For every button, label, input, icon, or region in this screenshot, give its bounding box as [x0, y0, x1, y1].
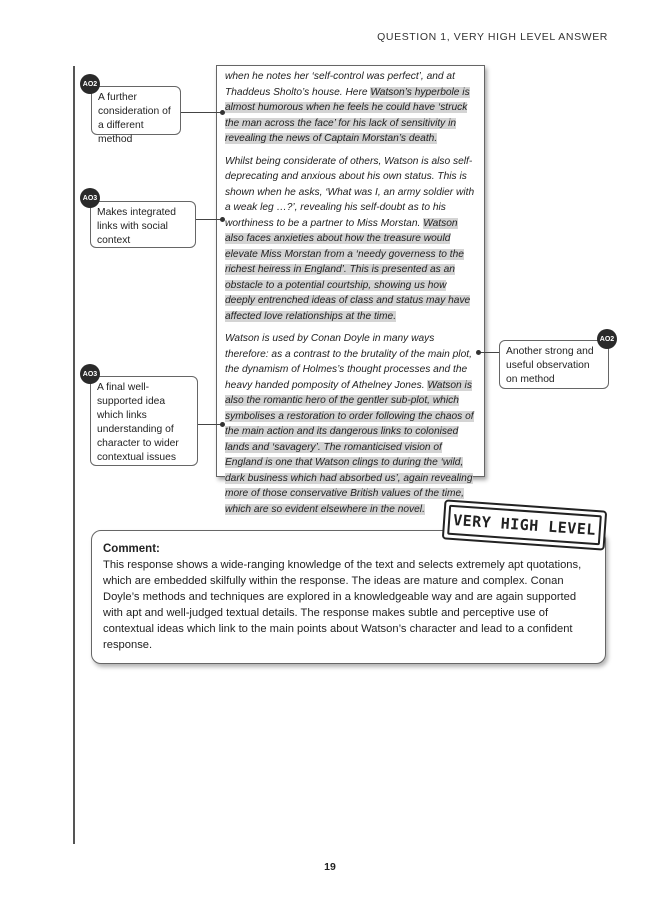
connector-dot: [220, 217, 225, 222]
annotation-connector: [478, 352, 499, 353]
assessment-objective-badge: AO3: [80, 188, 100, 208]
assessment-objective-badge: AO3: [80, 364, 100, 384]
connector-dot: [476, 350, 481, 355]
examiner-comment-box: [91, 530, 606, 664]
annotation-note: [499, 340, 609, 389]
answer-text: Watson is used by Conan Doyle in many ways therefore: as a contrast to the brutality of the main plot, the dynamism of Holmes’s thought processes and the heavy handed pomposity of Athelney Jones.: [225, 333, 472, 391]
answer-extract: [216, 65, 485, 515]
annotation-note: [91, 86, 181, 145]
assessment-objective-badge: AO2: [80, 74, 100, 94]
annotation-note: [90, 376, 198, 466]
highlighted-text: Watson is also the romantic hero of the gentler sub-plot, which symbolises a restoration to order following the chaos of the main action and its dangerous links to colonised lands and ‘savagery’. The romanticised vision of England is one that Watson clings to during the ‘wild, dark business which had absorbed us’, again revealing more of those conservative British values of the time, which are so evident elsewhere in the novel.: [225, 379, 474, 515]
answer-paragraph: [225, 69, 476, 147]
annotation-note: [90, 201, 196, 248]
annotation-connector: [181, 112, 223, 113]
answer-text: when he notes her ‘self-control was perfect’, and at Thaddeus Sholto’s house. Here: [225, 71, 455, 98]
level-stamp-text: VERY HIGH LEVEL: [447, 505, 602, 546]
annotation-text: A final well-supported idea which links understanding of character to wider contextual issues: [97, 382, 179, 463]
annotation-connector: [196, 219, 223, 220]
page-number: 19: [324, 861, 336, 873]
answer-paragraph: [225, 154, 476, 325]
highlighted-text: Watson’s hyperbole is almost humorous when he feels he could have ‘struck the man across the face’ for his lack of sensitivity in revealing the news of Captain Morstan’s death.: [225, 86, 470, 144]
annotation-text: A further consideration of a different method: [98, 92, 171, 145]
connector-dot: [220, 422, 225, 427]
annotation-text: Another strong and useful observation on method: [506, 346, 594, 385]
answer-text: Whilst being considerate of others, Watson is also self-deprecating and anxious about his own status. This is shown when he asks, ‘What was I, an army soldier with a weak leg …?’, revealing his self-doubt as to his worthiness to be a partner to Miss Morstan.: [225, 155, 475, 229]
assessment-objective-badge: AO2: [597, 329, 617, 349]
comment-title: Comment:: [103, 543, 160, 555]
answer-paragraph: [225, 331, 476, 517]
running-header: QUESTION 1, VERY HIGH LEVEL ANSWER: [377, 31, 608, 43]
comment-body: This response shows a wide-ranging knowledge of the text and selects extremely apt quotations, which are embedded skilfully within the response. The ideas are mature and complex. Conan Doyle’s methods and techniques are explored in a knowledgeable way and are again supported with apt and well-judged textual details. The response makes subtle and perceptive use of contextual ideas which link to the main points about Watson’s character and lead to a confident response.: [103, 559, 582, 651]
annotation-text: Makes integrated links with social context: [97, 207, 176, 246]
margin-rule: [73, 66, 75, 844]
highlighted-text: Watson also faces anxieties about how the treasure would elevate Miss Morstan from a ‘needy governess to the richest heiress in England’. This is presented as an obstacle to a potential courtship, showing us how deeply entrenched ideas of class and status may have affected love relationships at the time.: [225, 217, 471, 322]
connector-dot: [220, 110, 225, 115]
